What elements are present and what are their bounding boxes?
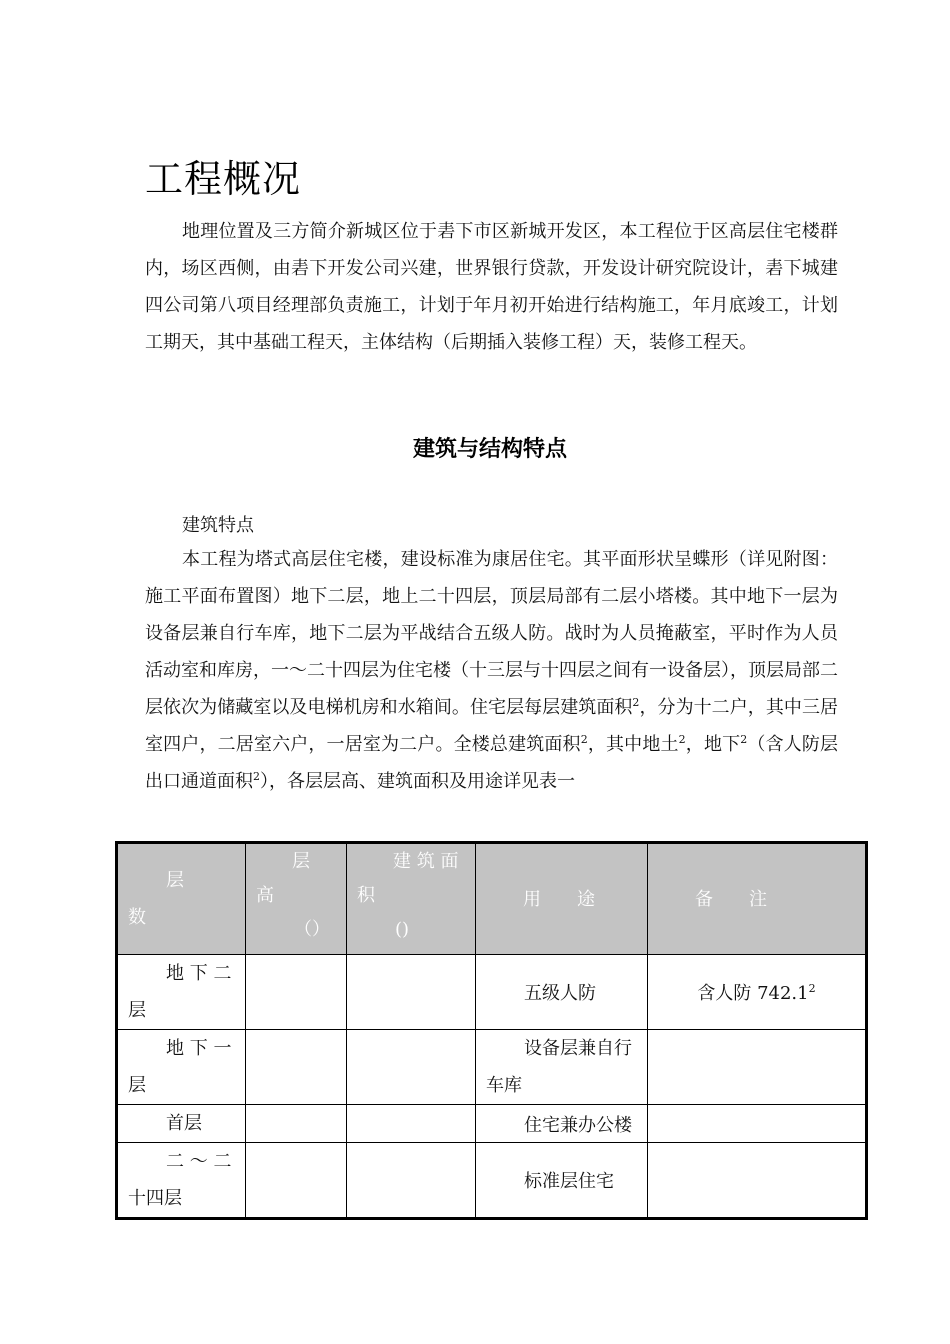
section-title: 建筑与结构特点 bbox=[412, 437, 567, 462]
floor-cell bbox=[117, 1030, 246, 1105]
floor-cell bbox=[117, 1105, 246, 1143]
header-area-mid: 积 bbox=[357, 885, 375, 906]
body-text-5: （含人防层出口通道面积 bbox=[145, 734, 839, 792]
use-label: 设备层兼自行 bbox=[524, 1038, 632, 1059]
note-cell bbox=[648, 1105, 867, 1143]
area-cell bbox=[347, 955, 476, 1030]
header-height bbox=[246, 843, 347, 955]
body-text-3: ，其中地土 bbox=[587, 734, 679, 755]
header-floor-bottom: 数 bbox=[128, 907, 146, 928]
header-note-label: 备 注 bbox=[695, 888, 767, 910]
superscript: 2 bbox=[580, 733, 588, 746]
subsection-title: 建筑特点 bbox=[182, 515, 254, 536]
body-text-2: ，分为十二户，其中三居室四户，二居室六户，一居室为二户。全楼总建筑面积 bbox=[145, 697, 838, 755]
header-use bbox=[476, 843, 648, 955]
floor-label: 地 下 二 bbox=[166, 963, 232, 984]
superscript: 2 bbox=[808, 982, 816, 995]
height-cell bbox=[246, 1030, 347, 1105]
table-row bbox=[117, 955, 867, 1030]
use-cell bbox=[476, 1030, 648, 1105]
table-header-row bbox=[117, 843, 867, 955]
table-row bbox=[117, 1105, 867, 1143]
height-cell bbox=[246, 1143, 347, 1219]
header-use-label: 用 途 bbox=[523, 888, 595, 910]
header-height-mid: 高 bbox=[256, 885, 274, 906]
body-paragraph bbox=[145, 541, 838, 800]
area-cell bbox=[347, 1105, 476, 1143]
superscript: 2 bbox=[253, 770, 260, 783]
header-floor-top: 层 bbox=[166, 870, 184, 891]
superscript: 2 bbox=[678, 733, 686, 746]
note-cell bbox=[648, 1143, 867, 1219]
floor-label: 层 bbox=[128, 1000, 146, 1021]
floor-label: 地 下 一 bbox=[166, 1038, 232, 1059]
page-title: 工程概况 bbox=[145, 157, 302, 201]
header-height-top: 层 bbox=[292, 851, 310, 872]
note-cell bbox=[648, 955, 867, 1030]
floor-label: 二 ～ 二 bbox=[166, 1151, 232, 1172]
floor-table-wrapper bbox=[115, 841, 865, 1220]
header-height-unit: （） bbox=[294, 919, 330, 940]
height-cell bbox=[246, 955, 347, 1030]
table-row bbox=[117, 1143, 867, 1219]
note-text: 含人防 742.1 bbox=[697, 983, 809, 1004]
use-cell: 五级人防 bbox=[476, 955, 648, 1030]
area-cell bbox=[347, 1143, 476, 1219]
intro-paragraph: 地理位置及三方简介新城区位于砉下市区新城开发区，本工程位于区高层住宅楼群内，场区西侧，由砉下开发公司兴建，世界银行贷款，开发设计研究院设计，砉下城建四公司第八项目经理部负责施工，计划于年月初开始进行结构施工，年月底竣工，计划工期天，其中基础工程天，主体结构（后期插入装修工程）天，装修工程天。 bbox=[145, 221, 838, 353]
body-text-4: ，地下 bbox=[685, 734, 741, 755]
body-text-6: ），各层层高、建筑面积及用途详见表一 bbox=[260, 771, 575, 792]
use-cell: 住宅兼办公楼 bbox=[476, 1105, 648, 1143]
floor-cell bbox=[117, 1143, 246, 1219]
table-row bbox=[117, 1030, 867, 1105]
superscript: 2 bbox=[740, 733, 748, 746]
use-label: 车库 bbox=[486, 1075, 522, 1096]
floor-cell bbox=[117, 955, 246, 1030]
floor-label: 层 bbox=[128, 1075, 146, 1096]
use-cell: 标准层住宅 bbox=[476, 1143, 648, 1219]
floor-table bbox=[115, 841, 868, 1220]
note-cell bbox=[648, 1030, 867, 1105]
superscript: 2 bbox=[632, 696, 640, 709]
height-cell bbox=[246, 1105, 347, 1143]
header-floor bbox=[117, 843, 246, 955]
header-area-unit: () bbox=[395, 919, 410, 940]
header-area-top: 建 筑 面 bbox=[393, 851, 459, 872]
area-cell bbox=[347, 1030, 476, 1105]
floor-label: 十四层 bbox=[128, 1188, 182, 1209]
header-note bbox=[648, 843, 867, 955]
body-text-1: 本工程为塔式高层住宅楼，建设标准为康居住宅。其平面形状呈蝶形（详见附图：施工平面布置图）地下二层，地上二十四层，顶层局部有二层小塔楼。其中地下一层为设备层兼自行车库，地下二层为平战结合五级人防。战时为人员掩蔽室，平时作为人员活动室和库房，一～二十四层为住宅楼（十三层与十四层之间有一设备层），顶层局部二层依次为储藏室以及电梯机房和水箱间。住宅层每层建筑面积 bbox=[145, 549, 838, 718]
floor-label: 首层 bbox=[166, 1113, 202, 1134]
header-area bbox=[347, 843, 476, 955]
